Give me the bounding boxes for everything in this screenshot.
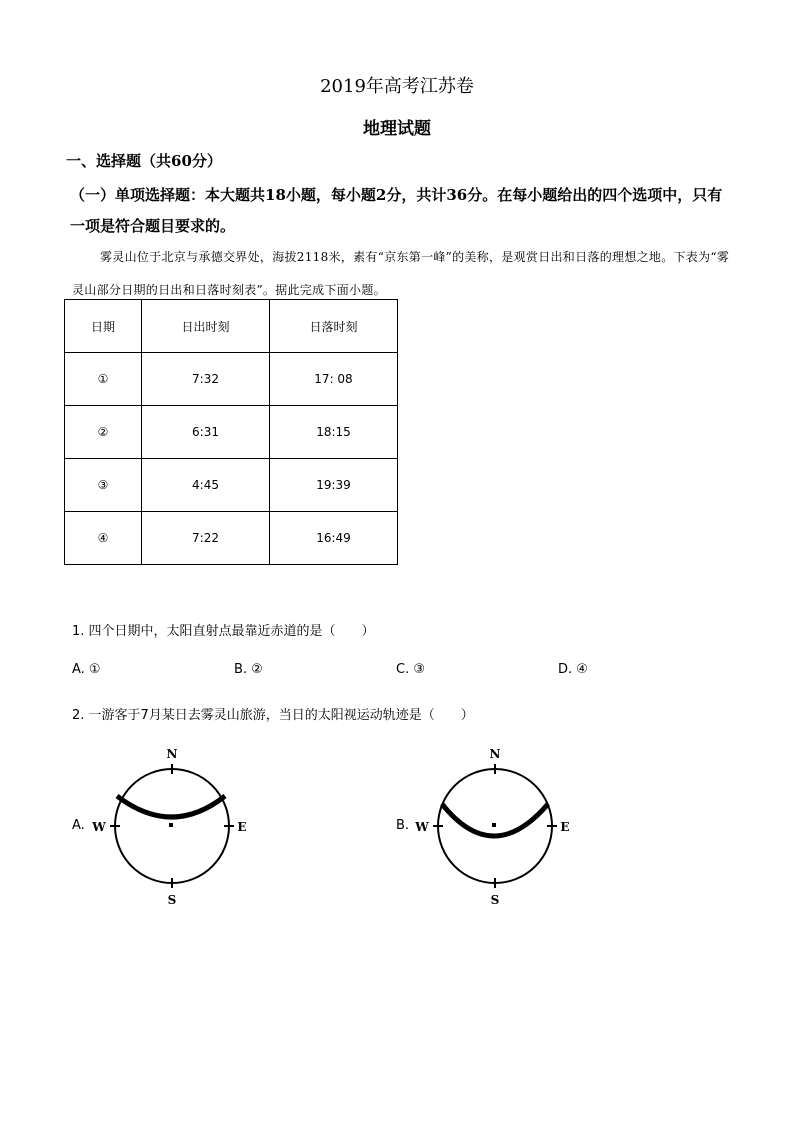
table-row: [65, 406, 398, 459]
sun-path-diagram-b: [413, 742, 583, 912]
question-1-option-b[interactable]: B. ②: [234, 662, 263, 677]
table-cell: 7:22: [142, 512, 270, 565]
table-header-row: [65, 300, 398, 353]
table-cell: 6:31: [142, 406, 270, 459]
table-cell: 16:49: [270, 512, 398, 565]
north-label: N: [166, 747, 178, 761]
table-cell: ③: [65, 459, 142, 512]
sunrise-sunset-table: [64, 299, 398, 565]
table-row: [65, 459, 398, 512]
table-row: [65, 353, 398, 406]
table-cell: 18:15: [270, 406, 398, 459]
table-cell: 7:32: [142, 353, 270, 406]
north-label: N: [489, 747, 501, 761]
west-label: W: [415, 820, 429, 834]
section-instruction: （一）单项选择题：本大题共18小题，每小题2分，共计36分。在每小题给出的四个选项中，只有一项是符合题目要求的。: [70, 186, 723, 235]
table-cell: 4:45: [142, 459, 270, 512]
east-label: E: [237, 820, 247, 834]
table-cell: ②: [65, 406, 142, 459]
table-cell: 19:39: [270, 459, 398, 512]
west-label: W: [92, 820, 106, 834]
table-header-cell: 日期: [65, 300, 142, 353]
question-1-text: 1. 四个日期中，太阳直射点最靠近赤道的是（ ）: [72, 624, 375, 639]
page-subtitle: 地理试题: [363, 119, 431, 139]
south-label: S: [490, 893, 500, 907]
question-1-option-c[interactable]: C. ③: [396, 662, 425, 677]
page-title: 2019年高考江苏卷: [320, 76, 474, 97]
table-header-cell: 日落时刻: [270, 300, 398, 353]
table-cell: 17: 08: [270, 353, 398, 406]
sun-path-diagram-a: [90, 742, 260, 912]
question-1-option-a[interactable]: A. ①: [72, 662, 101, 677]
question-1-option-d[interactable]: D. ④: [558, 662, 588, 677]
section-heading: 一、选择题（共60分）: [66, 152, 222, 170]
south-label: S: [167, 893, 177, 907]
table-cell: ④: [65, 512, 142, 565]
question-2-text: 2. 一游客于7月某日去雾灵山旅游，当日的太阳视运动轨迹是（ ）: [72, 708, 474, 723]
table-cell: ①: [65, 353, 142, 406]
intro-paragraph: 雾灵山位于北京与承德交界处，海拔2118米，素有“京东第一峰”的美称，是观赏日出和日落的理想之地。下表为“雾灵山部分日期的日出和日落时刻表”。据此完成下面小题。: [72, 250, 730, 297]
question-2-option-a[interactable]: A.: [72, 818, 85, 833]
east-label: E: [560, 820, 570, 834]
question-2-option-b[interactable]: B.: [396, 818, 410, 833]
table-header-cell: 日出时刻: [142, 300, 270, 353]
table-row: [65, 512, 398, 565]
